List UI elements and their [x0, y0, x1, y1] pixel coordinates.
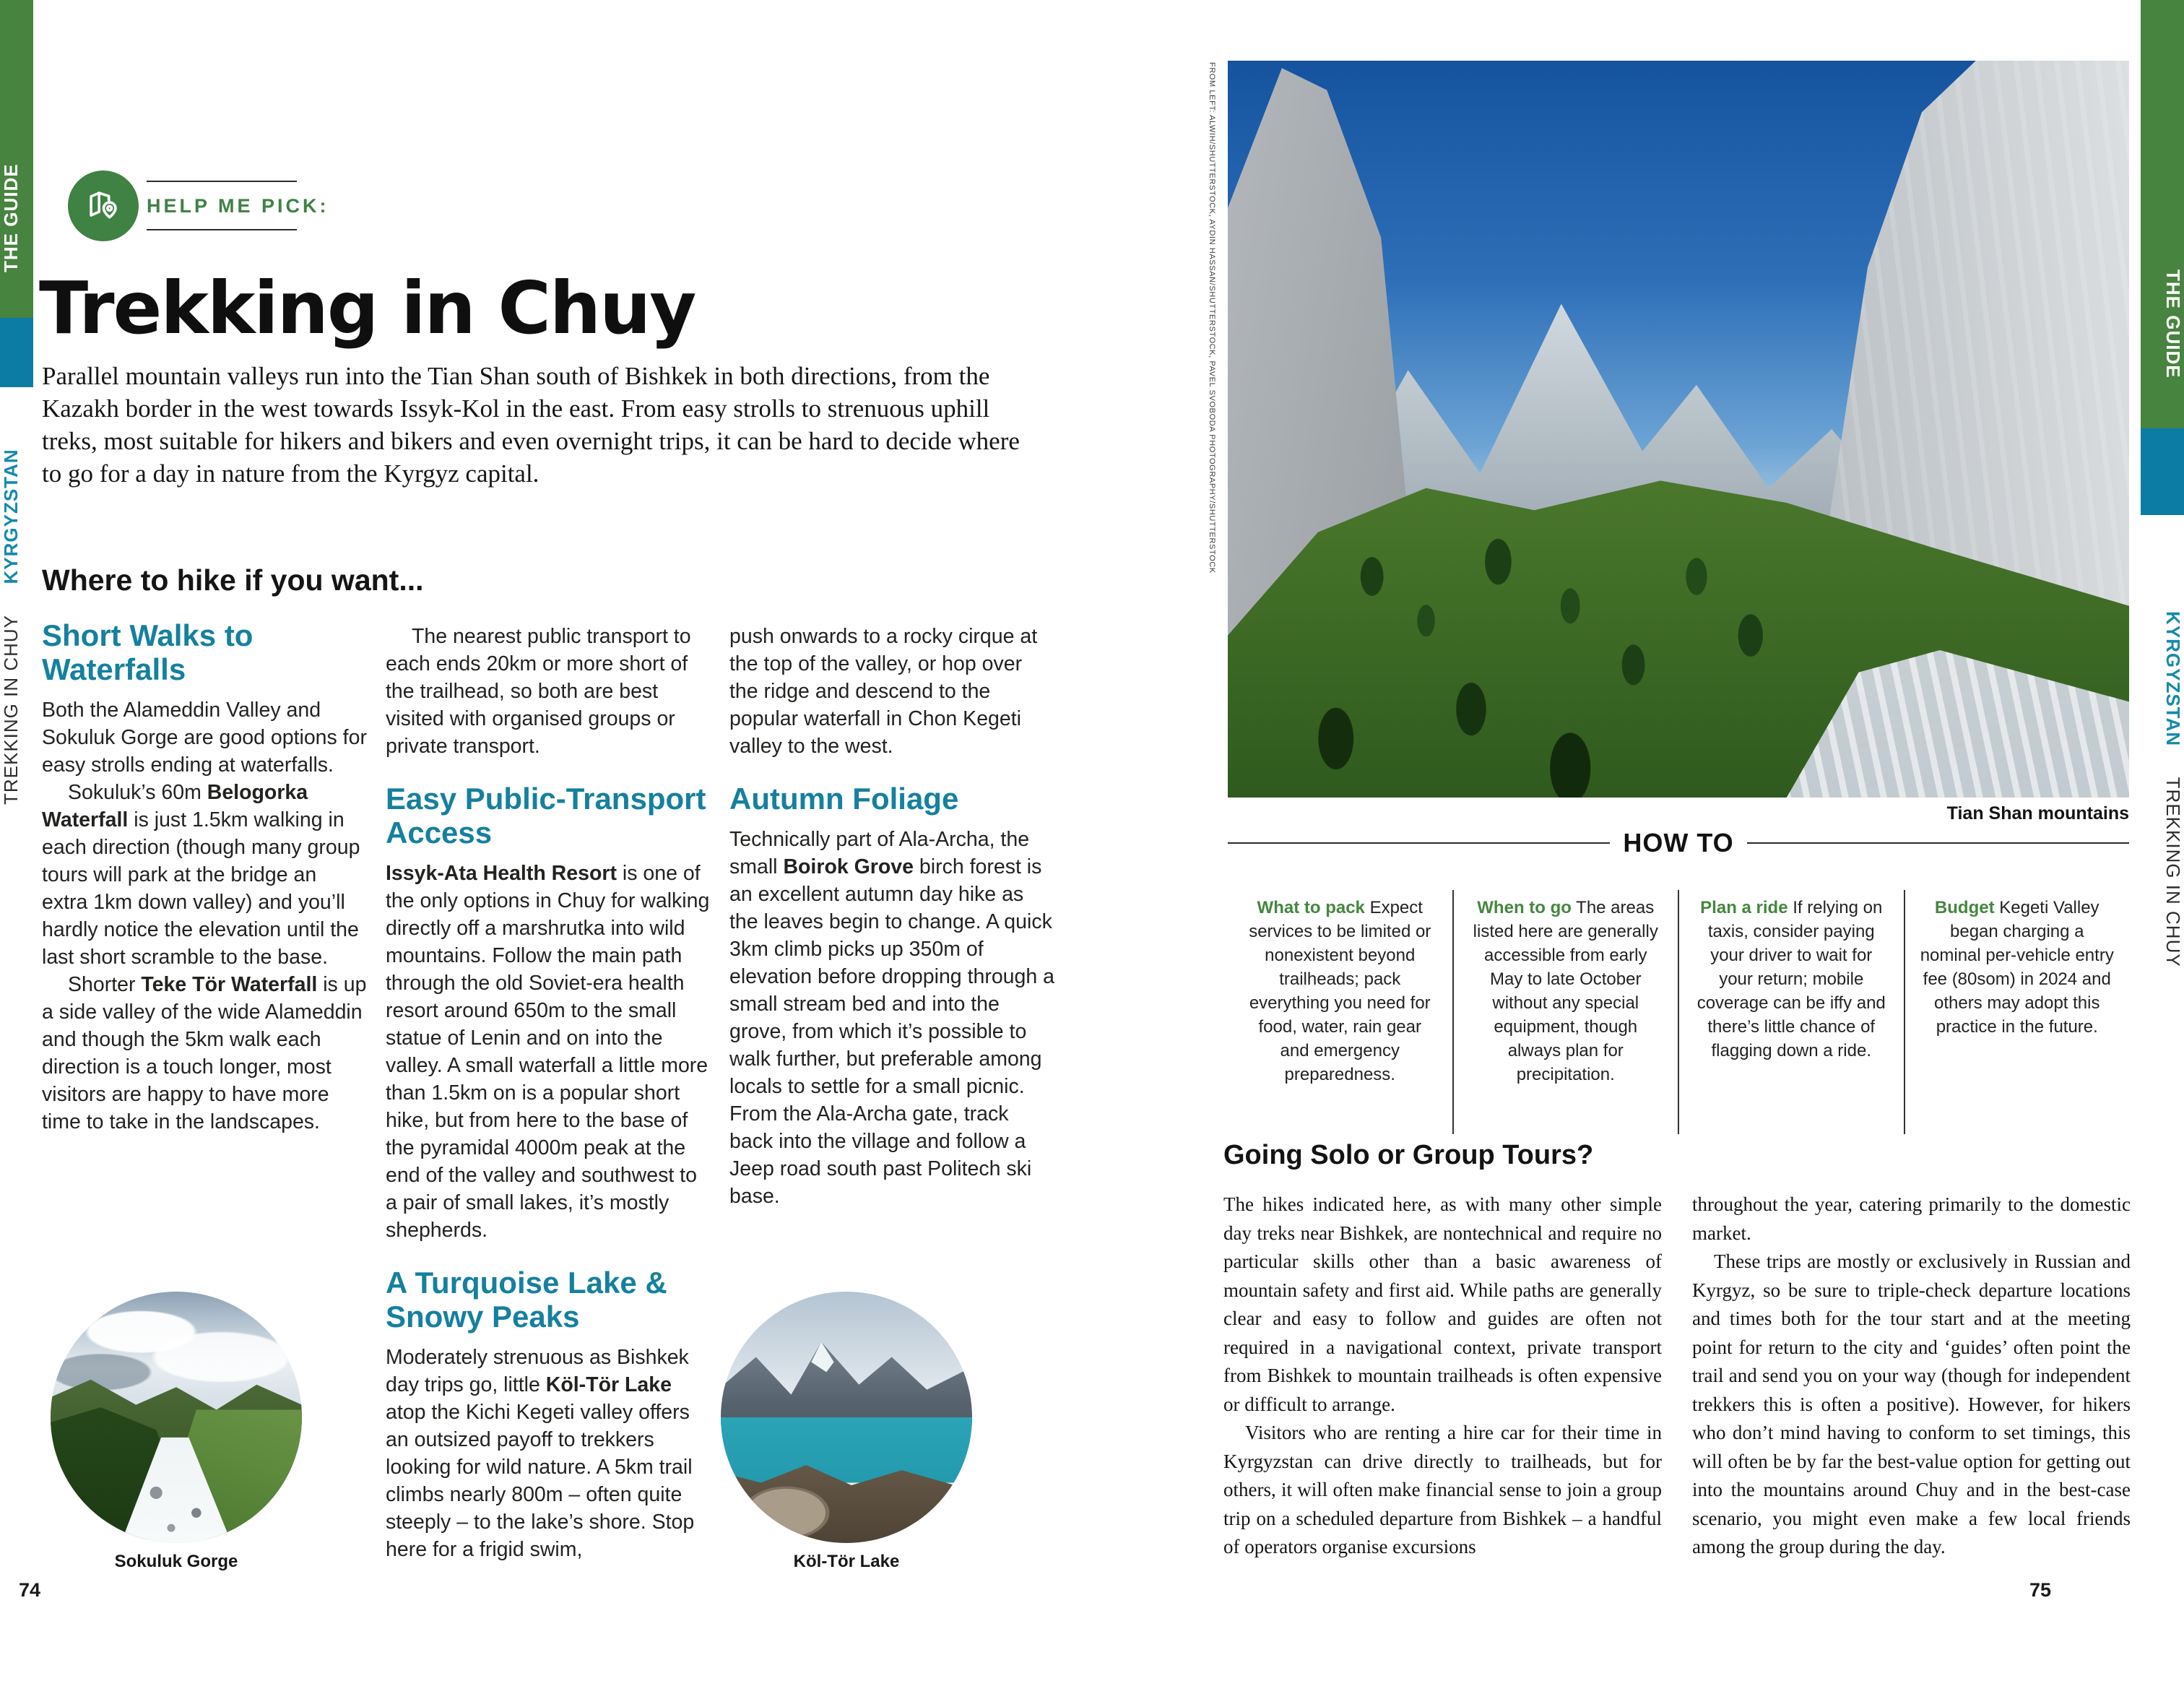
photo-credit: FROM LEFT: ALWIH/SHUTTERSTOCK, AYDIN HASSAN/SHUTTERSTOCK, PAVEL SVOBODA PHOTOGRAPHY/SHUTTERSTOCK — [1208, 62, 1216, 574]
left-spine-guide-label: THE GUIDE — [0, 163, 22, 273]
going-solo-columns — [1223, 1190, 2131, 1562]
howto-item-budget — [1904, 890, 2130, 1134]
page-number-right: 75 — [2029, 1579, 2051, 1601]
section-heading: Where to hike if you want... — [42, 563, 424, 597]
rule-left — [1228, 842, 1610, 844]
help-me-pick-badge — [68, 170, 139, 241]
photo-rocks — [51, 1292, 302, 1543]
howto-text: The areas listed here are generally accessible from early May to late October without any special equipment, though always plan for precipitation. — [1473, 898, 1658, 1084]
paragraph: Sokuluk’s 60m Belogorka Waterfall is just 1.5km walking in each direction (though many group tours will park at the bridge an extra 1km down valley) and you’ll hardly notice the elevation until the last short scramble to the base. — [42, 781, 360, 969]
howto-header — [1228, 828, 2129, 858]
kol-tor-lake-photo — [721, 1292, 972, 1543]
paragraph: throughout the year, catering primarily to the domestic market. — [1692, 1193, 2131, 1244]
kol-tor-lake-caption: Köl-Tör Lake — [793, 1552, 900, 1571]
right-spine-chapter-label — [2141, 536, 2184, 1042]
howto-text: If relying on taxis, consider paying your driver to wait for your return; mobile coverage can be iffy and there’s little chance of flagging down a ride. — [1696, 898, 1886, 1060]
heading-autumn-foliage: Autumn Foliage — [729, 782, 959, 816]
paragraph: Shorter Teke Tör Waterfall is up a side valley of the wide Alameddin and though the 5km walk each direction is a touch longer, most visitors are happy to have more time to take in the landscapes. — [42, 973, 367, 1133]
howto-item-what-to-pack — [1228, 890, 1452, 1134]
howto-item-plan-a-ride — [1678, 890, 1904, 1134]
tian-shan-photo — [1228, 61, 2129, 798]
paragraph: The nearest public transport to each ends 20km or more short of the trailhead, so both are best visited with organised groups or private transport. — [386, 625, 691, 758]
sokuluk-gorge-photo — [51, 1292, 302, 1543]
howto-columns — [1228, 890, 2129, 1134]
spine-gap — [2162, 752, 2184, 771]
left-spine-topic: TREKKING IN CHUY — [0, 615, 22, 805]
howto-label: What to pack — [1257, 898, 1365, 917]
going-solo-col1 — [1223, 1190, 1662, 1562]
intro-paragraph: Parallel mountain valleys run into the Tian Shan south of Bishkek in both directions, from the Kazakh border in the west towards Issyk-Kol in the east. From easy strolls to strenuous uphill treks, most suitable for hikers and bikers and even overnight trips, it can be hard to decide where to go for a day in nature from the Kyrgyz capital. — [42, 362, 1020, 488]
paragraph: Technically part of Ala-Archa, the small Boirok Grove birch forest is an excellent autumn day hike as the leaves begin to change. A quick 3km climb picks up 350m of elevation before dropping through a small stream bed and into the grove, from which it’s possible to walk further, but preferable among locals to settle for a small picnic. From the Ala-Archa gate, track back into the village and follow a Jeep road south past Politech ski base. — [729, 828, 1055, 1208]
paragraph: The hikes indicated here, as with many other simple day treks near Bishkek, are nontechnical and require no particular skills other than a basic awareness of mountain safety and first aid. While paths are generally clear and easy to follow and guides are often not required in a navigational context, private transport from Bishkek to mountain trailheads is often expensive or difficult to arrange. — [1223, 1193, 1662, 1415]
howto-label: Budget — [1934, 898, 1995, 917]
going-solo-col2 — [1692, 1190, 2131, 1562]
paragraph: Issyk-Ata Health Resort is one of the only options in Chuy for walking directly off a marshrutka into wild mountains. Follow the main path through the old Soviet-era health resort around 650m to the small statue of Lenin and on into the valley. A small waterfall a little more than 1.5km on is a popular short hike, but from here to the base of the pyramidal 4000m peak at the end of the valley and southwest to a pair of small lakes, it’s mostly shepherds. — [386, 862, 710, 1242]
sokuluk-gorge-caption: Sokuluk Gorge — [114, 1552, 238, 1571]
tian-shan-caption: Tian Shan mountains — [1946, 803, 2129, 824]
howto-text: Expect services to be limited or nonexistent beyond trailheads; pack everything you need for food, water, rain gear and emergency preparedness. — [1249, 898, 1431, 1084]
page-number-left: 74 — [19, 1579, 41, 1601]
paragraph: These trips are mostly or exclusively in Russian and Kyrgyz, so be sure to triple-check departure locations and times both for the tour start and at the meeting point for return to the city and ‘guides’ often point the trail and send you on your way (though for independent trekkers this is often a positive). However, for hikers who don’t mind having to conform to set timings, this will often be by far the best-value option for getting out into the mountains around Chuy and in the best-case scenario, you might even make a few local friends among the group during the day. — [1692, 1250, 2131, 1557]
right-spine-teal-block — [2141, 428, 2184, 515]
left-spine-chapter-label — [0, 396, 33, 858]
photo-boulder — [721, 1292, 972, 1543]
column-public-transport — [386, 618, 711, 1563]
right-spine-topic: TREKKING IN CHUY — [2162, 777, 2184, 967]
paragraph: Both the Alameddin Valley and Sokuluk Gorge are good options for easy strolls ending at waterfalls. — [42, 699, 367, 777]
howto-item-when-to-go — [1452, 890, 1678, 1134]
heading-short-walks: Short Walks to Waterfalls — [42, 618, 254, 686]
spine-gap — [0, 590, 22, 609]
right-spine-guide-label: THE GUIDE — [2162, 269, 2184, 379]
rule-right — [1747, 842, 2129, 844]
paragraph: push onwards to a rocky cirque at the top of the valley, or hop over the ridge and descend to the popular waterfall in Chon Kegeti valley to the west. — [729, 625, 1038, 758]
right-spine-region: KYRGYZSTAN — [2162, 610, 2184, 746]
howto-label: Plan a ride — [1700, 898, 1788, 917]
paragraph: Visitors who are renting a hire car for their time in Kyrgyzstan can drive directly to trailheads, but for others, it will often make financial sense to join a group trip on a scheduled departure from Bishkek – a handful of operators organise excursions — [1223, 1422, 1662, 1557]
heading-easy-public-transport: Easy Public-Transport Access — [386, 782, 706, 850]
howto-label: When to go — [1477, 898, 1572, 917]
howto-text: Kegeti Valley began charging a nominal per-vehicle entry fee (80som) in 2024 and others may adopt this practice in the future. — [1920, 898, 2114, 1037]
paragraph: Moderately strenuous as Bishkek day trips go, little Köl-Tör Lake atop the Kichi Kegeti valley offers an outsized payoff to trekkers looking for wild nature. A 5km trail climbs nearly 800m – often quite steeply – to the lake’s shore. Stop here for a frigid swim, — [386, 1346, 695, 1561]
kicker-label: HELP ME PICK: — [147, 195, 329, 217]
howto-title: HOW TO — [1623, 828, 1734, 857]
left-spine-teal-block — [0, 318, 33, 387]
kicker-rule-box — [147, 181, 329, 230]
map-with-pin-icon — [82, 185, 124, 227]
page-title: Trekking in Chuy — [39, 266, 696, 350]
going-solo-heading: Going Solo or Group Tours? — [1223, 1140, 1594, 1170]
heading-turquoise-lake: A Turquoise Lake & Snowy Peaks — [386, 1266, 667, 1334]
left-spine-region: KYRGYZSTAN — [0, 449, 22, 584]
